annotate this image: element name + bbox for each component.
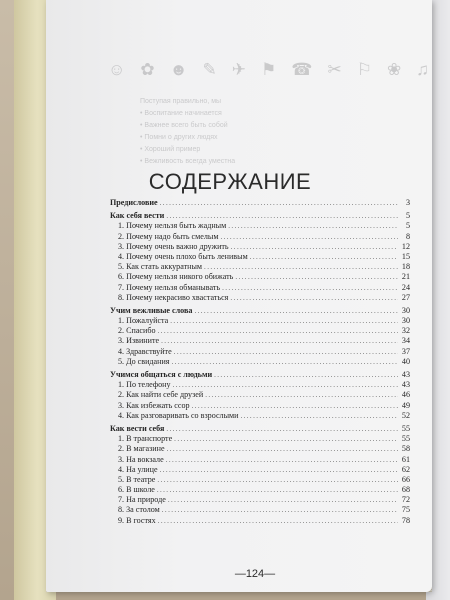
toc-leader-dots <box>250 253 398 261</box>
toc-leader-dots <box>222 284 398 292</box>
toc-leader-dots <box>157 476 398 484</box>
toc-leader-dots <box>157 486 398 494</box>
toc-section-row <box>110 306 410 316</box>
toc-entry-row <box>110 283 410 293</box>
toc-entry-row <box>110 293 410 303</box>
toc-leader-dots <box>231 243 398 251</box>
toc-entry-title: Учимся общаться с людьми <box>110 370 213 379</box>
toc-leader-dots <box>160 199 398 207</box>
toc-entry-row <box>110 262 410 272</box>
toc-entry-title: 2. Спасибо <box>118 326 156 336</box>
toc-leader-dots <box>194 307 398 315</box>
table-of-contents <box>110 198 410 526</box>
toc-entry-title: Как вести себя <box>110 423 165 433</box>
show-through-glyph-icon: ☻ <box>169 60 188 79</box>
toc-entry-title: Как себя вести <box>110 211 165 221</box>
toc-entry-title: 1. В транспорте <box>118 434 173 444</box>
page-title: СОДЕРЖАНИЕ <box>148 169 312 194</box>
toc-leader-dots <box>162 506 398 514</box>
toc-page-number: 61 <box>401 454 410 464</box>
show-through-glyph-icon: ☺ <box>108 60 126 79</box>
show-through-line: • Важнее всего быть собой <box>140 122 228 129</box>
toc-section-row <box>110 211 410 221</box>
show-through-glyph-icon: ⚐ <box>356 60 372 79</box>
toc-page-number: 18 <box>401 262 410 272</box>
toc-entry-row <box>110 401 410 411</box>
toc-entry-title: 8. Почему некрасиво хвастаться <box>118 292 229 302</box>
toc-page-number: 21 <box>401 272 410 282</box>
toc-leader-dots <box>192 402 398 410</box>
page-number: —124— <box>234 568 276 580</box>
toc-leader-dots <box>174 348 398 356</box>
toc-page-number: 30 <box>401 316 410 326</box>
toc-leader-dots <box>205 391 398 399</box>
toc-leader-dots <box>166 425 398 433</box>
toc-entry-title: 9. В гостях <box>118 515 156 525</box>
toc-leader-dots <box>204 263 398 271</box>
show-through-glyph-icon: ☎ <box>291 60 313 79</box>
toc-leader-dots <box>172 358 398 366</box>
show-through-line: • Воспитание начинается <box>140 110 222 117</box>
toc-entry-row <box>110 516 410 526</box>
show-through-line: • Помни о других людях <box>140 134 218 141</box>
toc-page-number: 30 <box>401 305 410 315</box>
toc-entry-row <box>110 326 410 336</box>
show-through-glyph-icon: ✿ <box>140 60 155 79</box>
toc-entry-row <box>110 495 410 505</box>
show-through-icons <box>108 60 429 80</box>
toc-entry-row <box>110 411 410 421</box>
toc-entry-row <box>110 252 410 262</box>
toc-entry-row <box>110 465 410 475</box>
toc-entry-title: Учим вежливые слова <box>110 305 193 315</box>
toc-page-number: 55 <box>401 423 410 433</box>
toc-entry-row <box>110 475 410 485</box>
toc-leader-dots <box>228 222 398 230</box>
toc-entry-title: 1. Пожалуйста <box>118 316 169 326</box>
toc-leader-dots <box>161 337 398 345</box>
toc-entry-title: 5. Как стать аккуратным <box>118 262 203 272</box>
show-through-line: • Вежливость всегда уместна <box>140 158 236 165</box>
show-through-line: • Хороший пример <box>140 146 201 153</box>
toc-leader-dots <box>230 294 398 302</box>
toc-page-number: 8 <box>405 231 410 241</box>
toc-entry-title: 4. Почему очень плохо быть ленивым <box>118 251 248 261</box>
toc-entry-title: 1. Почему нельзя быть жадным <box>118 221 227 231</box>
toc-leader-dots <box>158 517 398 525</box>
toc-entry-title: 5. До свидания <box>118 356 170 366</box>
toc-entry-title: 4. На улице <box>118 464 158 474</box>
toc-entry-title: 7. На природе <box>118 495 166 505</box>
toc-entry-title: 3. Извините <box>118 336 160 346</box>
toc-entry-title: 5. В театре <box>118 474 156 484</box>
toc-leader-dots <box>174 435 398 443</box>
toc-page-number: 34 <box>401 336 410 346</box>
toc-entry-title: 3. Как избежать ссор <box>118 400 190 410</box>
toc-entry-row <box>110 357 410 367</box>
show-through-glyph-icon: ✂ <box>327 60 342 79</box>
toc-entry-title: Предисловие <box>110 198 158 207</box>
toc-page-number: 78 <box>401 515 410 525</box>
toc-entry-row <box>110 232 410 242</box>
toc-page-number: 55 <box>401 434 410 444</box>
toc-page-number: 12 <box>401 241 410 251</box>
show-through-text <box>140 96 235 168</box>
toc-leader-dots <box>220 233 398 241</box>
toc-page-number: 15 <box>401 251 410 261</box>
toc-leader-dots <box>166 212 398 220</box>
toc-entry-row <box>110 485 410 495</box>
toc-leader-dots <box>240 412 398 420</box>
toc-section-row <box>110 370 410 380</box>
toc-leader-dots <box>158 327 398 335</box>
toc-leader-dots <box>168 496 398 504</box>
toc-page-number: 72 <box>401 495 410 505</box>
toc-entry-title: 2. В магазине <box>118 444 165 454</box>
show-through-line: Поступая правильно, мы <box>140 98 222 105</box>
toc-leader-dots <box>170 317 398 325</box>
toc-leader-dots <box>166 456 398 464</box>
toc-leader-dots <box>167 445 398 453</box>
toc-page-number: 24 <box>401 282 410 292</box>
toc-entry-title: 2. Как найти себе друзей <box>118 390 204 400</box>
toc-entry-title: 3. Почему очень важно дружить <box>118 241 229 251</box>
toc-page-number: 68 <box>401 485 410 495</box>
toc-leader-dots <box>235 273 398 281</box>
toc-entry-row <box>110 455 410 465</box>
toc-entry-title: 2. Почему надо быть смелым <box>118 231 219 241</box>
toc-entry-title: 4. Здравствуйте <box>118 346 172 356</box>
toc-page-number: 3 <box>405 198 410 207</box>
toc-page-number: 46 <box>401 390 410 400</box>
toc-page-number: 66 <box>401 474 410 484</box>
toc-entry-row <box>110 444 410 454</box>
toc-page-number: 32 <box>401 326 410 336</box>
toc-entry-title: 7. Почему нельзя обманывать <box>118 282 221 292</box>
toc-page-number: 5 <box>405 221 410 231</box>
toc-entry-row <box>110 505 410 515</box>
toc-leader-dots <box>173 381 398 389</box>
toc-entry-row <box>110 221 410 231</box>
toc-page-number: 58 <box>401 444 410 454</box>
toc-entry-row <box>110 242 410 252</box>
toc-leader-dots <box>160 466 398 474</box>
toc-entry-title: 4. Как разговаривать со взрослыми <box>118 410 239 420</box>
show-through-glyph-icon: ❀ <box>386 60 402 79</box>
toc-entry-row <box>110 316 410 326</box>
toc-page-number: 43 <box>401 380 410 390</box>
toc-entry-row <box>110 336 410 346</box>
toc-page-number: 43 <box>401 370 410 379</box>
toc-page-number: 52 <box>401 410 410 420</box>
toc-page-number: 27 <box>401 292 410 302</box>
show-through-glyph-icon: ⚑ <box>261 60 277 79</box>
toc-section-row <box>110 198 410 208</box>
toc-entry-title: 6. В школе <box>118 485 155 495</box>
toc-page-number: 40 <box>401 356 410 366</box>
toc-entry-title: 3. На вокзале <box>118 454 164 464</box>
toc-page-number: 62 <box>401 464 410 474</box>
toc-page-number: 5 <box>405 211 410 221</box>
toc-entry-title: 8. За столом <box>118 505 160 515</box>
toc-page-number: 37 <box>401 346 410 356</box>
show-through-glyph-icon: ✈ <box>231 60 246 79</box>
show-through-glyph-icon: ✎ <box>202 60 217 79</box>
show-through-glyph-icon: ♫ <box>416 60 429 79</box>
toc-entry-row <box>110 272 410 282</box>
toc-page-number: 49 <box>401 400 410 410</box>
toc-leader-dots <box>214 371 398 379</box>
toc-entry-title: 1. По телефону <box>118 380 171 390</box>
toc-entry-row <box>110 434 410 444</box>
toc-page-number: 75 <box>401 505 410 515</box>
toc-entry-row <box>110 390 410 400</box>
toc-entry-row <box>110 380 410 390</box>
toc-entry-title: 6. Почему нельзя никого обижать <box>118 272 234 282</box>
toc-section-row <box>110 424 410 434</box>
toc-entry-row <box>110 347 410 357</box>
